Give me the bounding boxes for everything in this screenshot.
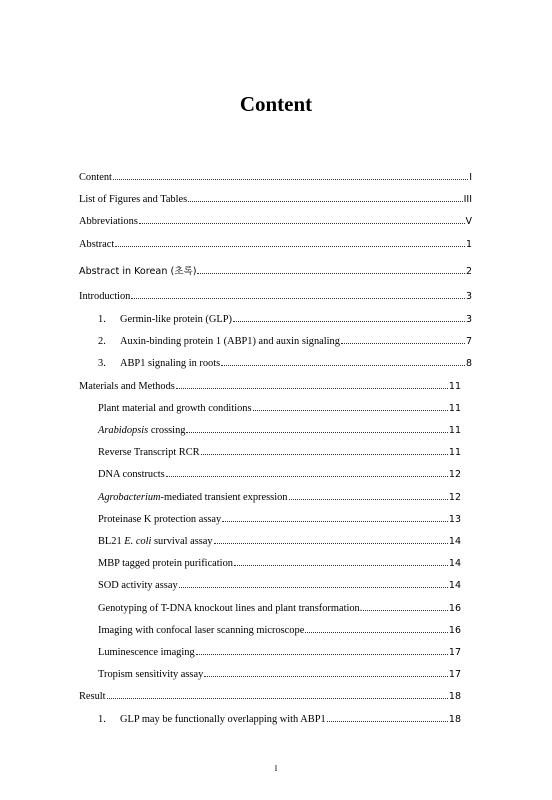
toc-entry[interactable] [79,263,472,277]
toc-entry[interactable] [98,666,461,680]
toc-entry-page: III [463,194,472,205]
toc-entry[interactable] [79,688,461,702]
toc-leader [196,644,448,655]
toc-entry-label: List of Figures and Tables [79,194,188,205]
toc-leader [139,213,465,224]
toc-leader [214,533,448,544]
toc-entry-number: 1. [98,714,106,725]
toc-leader [186,422,447,433]
toc-entry-page: 18 [448,691,461,702]
toc-entry-page: 14 [448,536,461,547]
toc-leader [253,400,448,411]
toc-entry[interactable] [98,600,461,614]
toc-leader [363,600,448,611]
toc-entry[interactable] [98,444,461,458]
toc-entry-page: 14 [448,580,461,591]
toc-entry-page: 8 [465,358,472,369]
toc-entry[interactable] [98,333,472,347]
toc-leader [201,444,448,455]
toc-leader [176,378,448,389]
toc-entry-page: 3 [465,291,472,302]
toc-entry-label: Content [79,172,112,183]
toc-entry[interactable] [79,288,472,302]
toc-entry-label: Materials and Methods [79,381,175,392]
toc-entry[interactable] [98,511,461,525]
toc-entry-label: Auxin-binding protein 1 (ABP1) and auxin signaling [120,336,340,347]
toc-entry-page: 1 [465,239,472,250]
toc-entry-page: 17 [448,669,461,680]
toc-entry-label: Arabidopsis crossing [98,425,186,436]
page-title: Content [239,92,313,116]
toc-entry-label: MBP tagged protein purification [98,558,233,569]
toc-entry[interactable] [98,555,461,569]
toc-entry-page: 11 [448,447,461,458]
toc-entry-label: Agrobacterium-mediated transient expression [98,492,288,503]
toc-entry-page: 16 [448,603,461,614]
toc-entry[interactable] [98,644,461,658]
toc-entry-label: Abstract in Korean (초록) [79,266,197,277]
toc-entry[interactable] [98,622,461,636]
toc-leader [204,666,448,677]
toc-entry-number: 3. [98,358,106,369]
toc-entry-page: 11 [448,403,461,414]
toc-entry-label: Result [79,691,106,702]
toc-leader [113,169,468,180]
toc-entry-label: GLP may be functionally overlapping with ABP1 [120,714,326,725]
toc-leader [327,711,448,722]
toc-entry-page: 12 [448,469,461,480]
toc-entry-label: SOD activity assay [98,580,178,591]
toc-entry[interactable] [98,400,461,414]
toc-entry-page: 13 [448,514,461,525]
toc-entry[interactable] [98,355,472,369]
toc-entry-page: 14 [448,558,461,569]
toc-entry-page: 11 [448,425,461,436]
toc-entry[interactable] [98,533,461,547]
toc-entry[interactable] [79,213,472,227]
toc-entry-label: Abbreviations [79,216,138,227]
toc-leader [115,236,465,247]
toc-entry-page: I [469,172,472,183]
toc-entry-label: Luminescence imaging [98,647,195,658]
toc-entry-page: 3 [465,314,472,325]
toc-entry-label: Tropism sensitivity assay [98,669,204,680]
toc-entry[interactable] [98,311,472,325]
toc-entry-number: 1. [98,314,106,325]
toc-entry[interactable] [98,466,461,480]
toc-leader [188,191,462,202]
toc-entry[interactable] [79,191,472,205]
toc-entry-page: 11 [448,381,461,392]
toc-leader [197,263,464,274]
toc-entry-page: 16 [448,625,461,636]
toc-entry-label: Imaging with confocal laser scanning microscope [98,625,305,636]
toc-leader [233,311,465,322]
toc-entry-label: BL21 E. coli survival assay [98,536,213,547]
toc-entry-page: V [465,216,472,227]
page-number: I [274,764,278,773]
toc-entry-page: 12 [448,492,461,503]
toc-entry-label: Genotyping of T-DNA knockout lines and plant transformation. [98,603,363,614]
toc-leader [131,288,465,299]
toc-leader [179,577,448,588]
toc-leader [289,489,448,500]
toc-entry[interactable] [98,577,461,591]
toc-entry-label: DNA constructs [98,469,165,480]
toc-entry-label: Introduction [79,291,131,302]
toc-entry-number: 2. [98,336,106,347]
toc-entry[interactable] [79,378,461,392]
toc-entry-page: 17 [448,647,461,658]
toc-leader [234,555,448,566]
toc-entry-page: 2 [465,266,472,277]
toc-entry[interactable] [79,169,472,183]
toc-leader [221,355,465,366]
toc-entry-label: Reverse Transcript RCR [98,447,200,458]
toc-entry-label: Germin-like protein (GLP) [120,314,232,325]
toc-entry-label: Abstract [79,239,115,250]
toc-leader [166,466,448,477]
toc-leader [222,511,448,522]
toc-entry[interactable] [79,236,472,250]
toc-entry-page: 7 [465,336,472,347]
toc-leader [305,622,448,633]
toc-entry[interactable] [98,489,461,503]
toc-leader [341,333,465,344]
toc-entry-label: Plant material and growth conditions [98,403,252,414]
toc-entry-label: Proteinase K protection assay [98,514,222,525]
toc-entry-label: ABP1 signaling in roots [120,358,221,369]
toc-leader [107,688,448,699]
toc-entry[interactable] [98,422,461,436]
toc-entry[interactable] [98,711,461,725]
toc-entry-page: 18 [448,714,461,725]
